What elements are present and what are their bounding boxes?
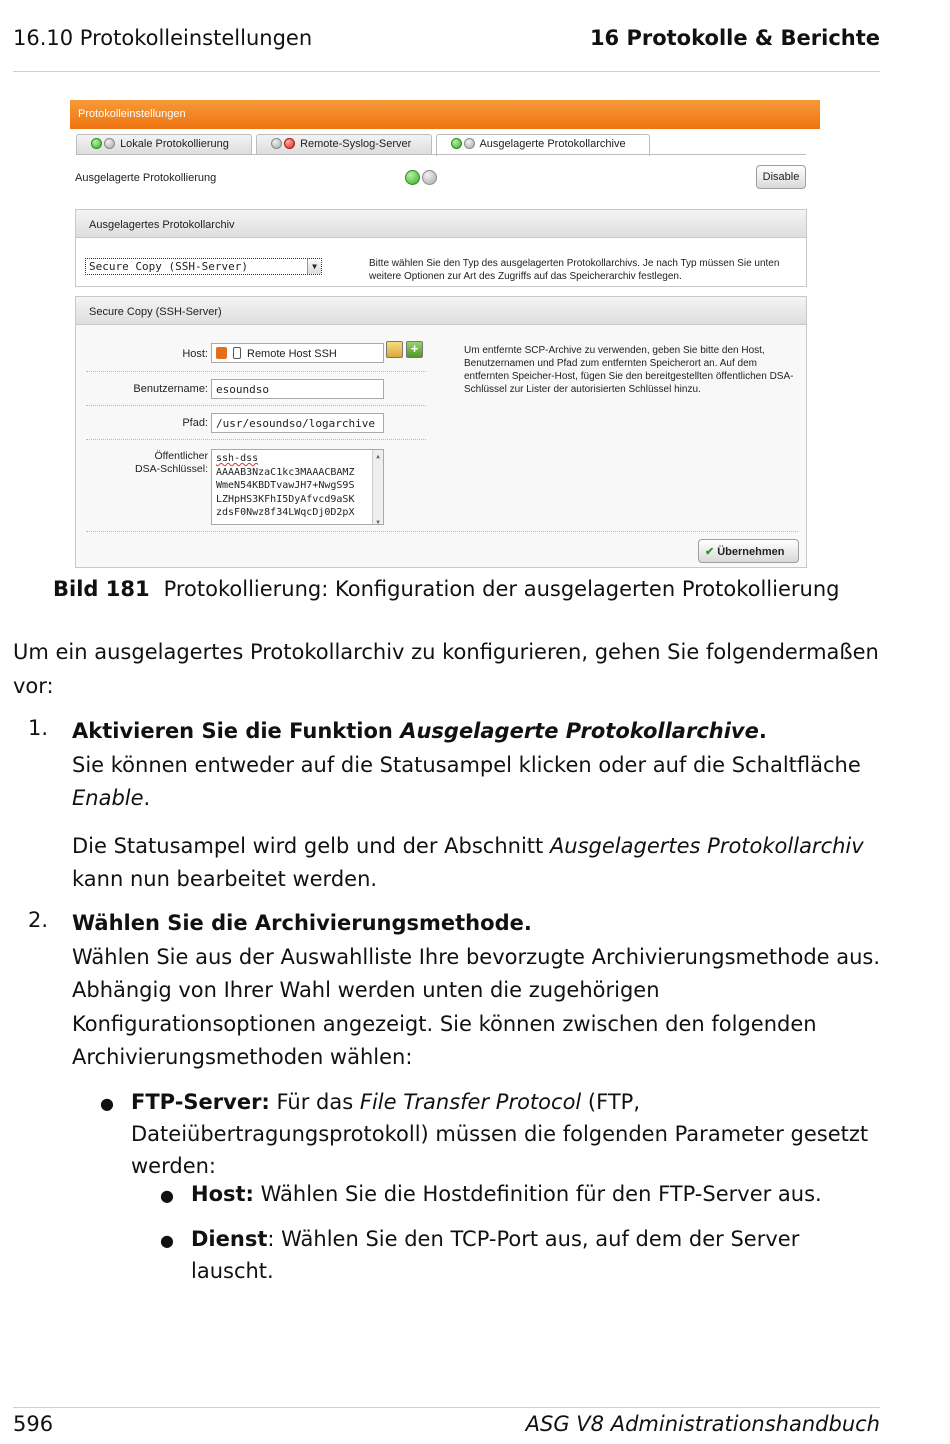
page-header	[13, 24, 880, 72]
disable-button[interactable]: Disable	[756, 165, 806, 189]
step-2	[72, 907, 882, 1075]
status-gray-icon	[464, 138, 475, 149]
username-field[interactable]: esoundso	[211, 379, 384, 399]
ftp-term: FTP-Server:	[131, 1090, 270, 1114]
dsa-key-label	[76, 450, 208, 476]
step-title-suffix: .	[758, 719, 767, 743]
step-1	[72, 715, 882, 897]
page-footer	[13, 1407, 880, 1436]
step-text: Die Statusampel wird gelb und der Abschnitt	[72, 833, 550, 858]
ftp-text: Für das	[269, 1090, 360, 1114]
scp-panel	[75, 296, 807, 568]
tab-label: Ausgelagerte Protokollarchive	[479, 138, 626, 150]
figure-caption-text: Protokollierung: Konfiguration der ausgelagerten Protokollierung	[163, 577, 840, 601]
key-line: zdsF0Nwz8f34LWqcDj0D2pX	[216, 507, 355, 518]
bullet-icon: ●	[100, 1094, 114, 1113]
path-label: Pfad:	[182, 417, 208, 429]
status-red-icon	[284, 138, 295, 149]
tab-label: Lokale Protokollierung	[120, 138, 229, 150]
step-2-text: Wählen Sie aus der Auswahlliste Ihre bevorzugte Archivierungsmethode aus. Abhängig von Ihrer Wahl werden unten die zugehörigen Konfigurationsoptionen angezeigt. Sie können zwischen den folgenden Archivierungsmethoden wählen:	[72, 944, 881, 1069]
check-icon: ✔	[705, 546, 715, 558]
window-title: Protokolleinstellungen	[70, 100, 820, 129]
intro-paragraph: Um ein ausgelagertes Protokollarchiv zu konfigurieren, gehen Sie folgendermaßen vor:	[13, 640, 879, 698]
bullet-icon: ●	[160, 1186, 174, 1205]
service-text: : Wählen Sie den TCP-Port aus, auf dem der Server lauscht.	[191, 1227, 800, 1283]
book-title: ASG V8 Administrationshandbuch	[525, 1412, 880, 1436]
status-gray-icon	[104, 138, 115, 149]
ftp-text-end: (FTP, Dateiübertragungsprotokoll) müssen die folgenden Parameter gesetzt werden:	[131, 1090, 869, 1178]
status-gray-icon	[422, 170, 437, 185]
step-number: 2.	[28, 908, 49, 932]
step-1-text-b	[72, 830, 882, 897]
host-term: Host:	[191, 1182, 254, 1206]
key-line: WmeN54KBDTvawJH7+NwgS9S	[216, 480, 355, 491]
archive-type-value: Secure Copy (SSH-Server)	[89, 260, 248, 273]
status-light-toggle[interactable]	[405, 170, 439, 186]
key-line: ssh-dss	[216, 453, 259, 464]
step-number: 1.	[28, 716, 49, 740]
list-item-host	[191, 1178, 881, 1210]
chevron-down-icon[interactable]: ▼	[307, 259, 321, 274]
status-green-icon	[451, 138, 462, 149]
dsa-key-label-line1: Öffentlicher	[154, 450, 208, 462]
dsa-key-label-line2: DSA-Schlüssel:	[135, 463, 208, 475]
host-label: Host:	[182, 348, 208, 360]
host-icon	[233, 347, 241, 359]
step-title-text: Aktivieren Sie die Funktion	[72, 719, 401, 743]
figure-caption	[53, 577, 839, 601]
host-text: Wählen Sie die Hostdefinition für den FTP-Server aus.	[253, 1182, 822, 1206]
divider	[86, 405, 426, 406]
apply-label: Übernehmen	[717, 546, 785, 558]
divider	[86, 531, 798, 532]
step-title-italic: Ausgelagerte Protokollarchive	[400, 719, 759, 743]
archive-panel	[75, 209, 807, 287]
step-1-title	[72, 715, 882, 749]
tab-divider	[76, 154, 806, 155]
ftp-text-italic: File Transfer Protocol	[359, 1090, 582, 1114]
list-item-service	[191, 1223, 881, 1287]
host-field[interactable]	[211, 343, 384, 363]
divider	[86, 371, 426, 372]
list-item-ftp	[131, 1086, 886, 1182]
bullet-icon: ●	[160, 1231, 174, 1250]
status-green-icon	[405, 170, 420, 185]
scrollbar[interactable]: ▲ ▼	[372, 450, 383, 524]
divider	[86, 439, 426, 440]
path-field[interactable]: /usr/esoundso/logarchive	[211, 413, 384, 433]
archive-type-hint: Bitte wählen Sie den Typ des ausgelagerten Protokollarchivs. Je nach Typ müssen Sie unten weitere Optionen zur Art des Zugriffs auf das Speicherarchiv festlegen.	[369, 258, 780, 282]
key-line: AAAAB3NzaC1kc3MAAACBAMZ	[216, 466, 355, 478]
step-text-end: .	[143, 786, 151, 810]
status-gray-icon	[271, 138, 282, 149]
archive-panel-title: Ausgelagertes Protokollarchiv	[76, 210, 806, 238]
tab-strip	[70, 129, 820, 155]
step-text-italic: Enable	[72, 786, 144, 810]
dsa-key-textarea[interactable]	[211, 449, 384, 525]
tab-label: Remote-Syslog-Server	[300, 138, 412, 150]
apply-button[interactable]	[698, 539, 799, 563]
step-1-text-a	[72, 749, 882, 816]
figure-number: Bild 181	[53, 577, 150, 601]
chapter-title: 16 Protokolle & Berichte	[589, 26, 880, 50]
folder-icon[interactable]	[386, 341, 403, 358]
step-2-title	[72, 907, 882, 941]
tab-remote-archives[interactable]	[436, 134, 650, 156]
archive-type-select[interactable]	[85, 258, 322, 275]
figure-screenshot	[70, 100, 820, 570]
status-green-icon	[91, 138, 102, 149]
page-number: 596	[13, 1412, 54, 1436]
username-label: Benutzername:	[133, 383, 208, 395]
key-line: LZHpHS3KFhI5DyAfvcd9aSK	[216, 493, 355, 505]
scp-panel-title: Secure Copy (SSH-Server)	[76, 297, 806, 325]
trash-icon[interactable]	[216, 347, 227, 359]
scp-hint: Um entfernte SCP-Archive zu verwenden, geben Sie bitte den Host, Benutzernamen und Pfad zum entfernten Speicherort an. Auf dem entfernten Speicher-Host, fügen Sie den bereitgestellten öffentlichen DSA-Schlüssel zur Lister der autorisierten Schlüssel hinzu.	[464, 345, 794, 395]
section-title: 16.10 Protokolleinstellungen	[13, 26, 313, 50]
remote-logging-label: Ausgelagerte Protokollierung	[75, 172, 217, 184]
step-text: Sie können entweder auf die Statusampel klicken oder auf die Schaltfläche	[72, 752, 861, 777]
tab-local-logging[interactable]	[76, 134, 252, 155]
step-title-text: Wählen Sie die Archivierungsmethode.	[72, 911, 532, 935]
step-text-italic: Ausgelagertes Protokollarchiv	[549, 833, 864, 858]
tab-remote-syslog[interactable]	[256, 134, 432, 155]
step-text-end: kann nun bearbeitet werden.	[72, 867, 378, 891]
service-term: Dienst	[191, 1227, 268, 1251]
add-icon[interactable]: +	[406, 341, 423, 358]
host-value: Remote Host SSH	[247, 348, 337, 360]
